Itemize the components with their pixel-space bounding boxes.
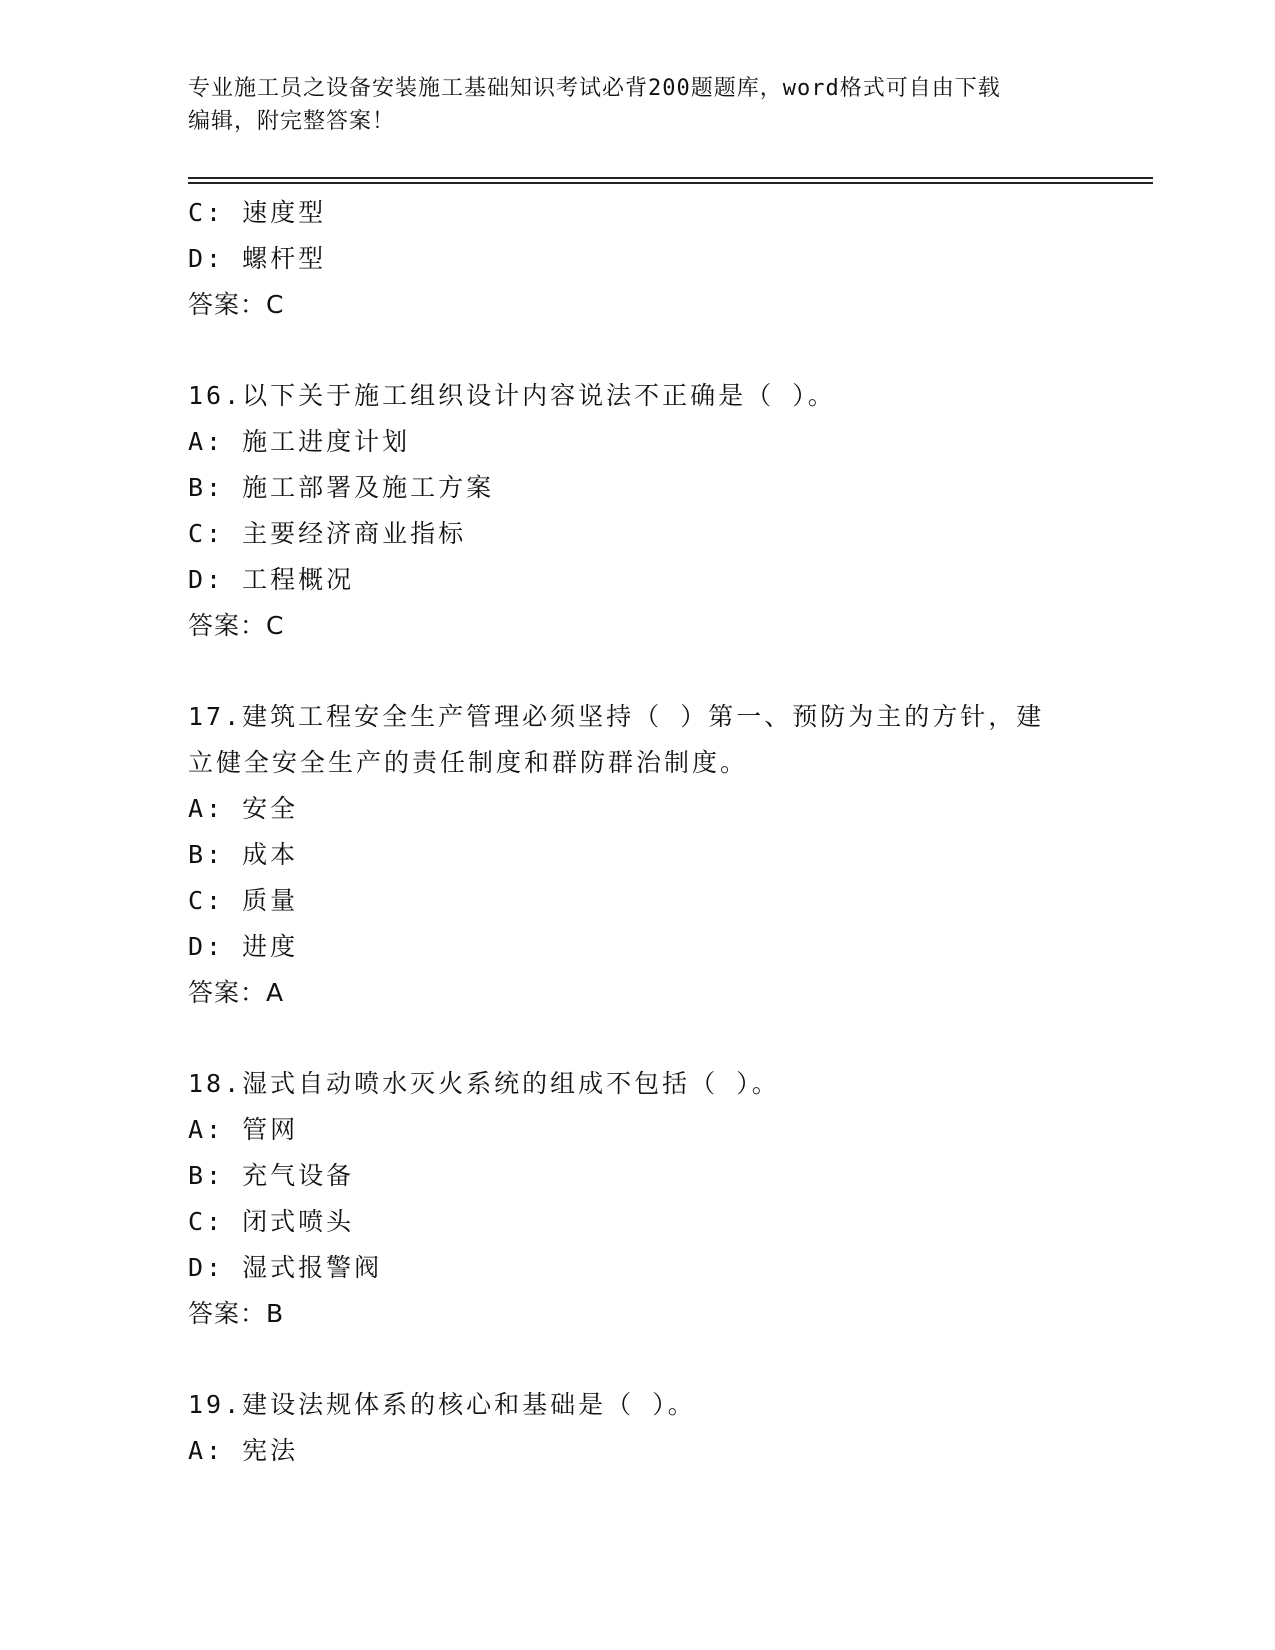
question-text: 16.以下关于施工组织设计内容说法不正确是（ ）。 [188,381,836,410]
answer-line: 答案：C [188,290,285,319]
question-19 [188,1382,1088,1474]
option-c: C: 速度型 [188,198,327,227]
option-c: C: 闭式喷头 [188,1207,355,1236]
question-list [188,190,1088,1474]
question-text: 18.湿式自动喷水灭火系统的组成不包括（ ）。 [188,1069,780,1098]
spacer [188,1016,1088,1061]
answer-line: 答案：B [188,1299,285,1328]
spacer [188,328,1088,373]
option-a: A: 安全 [188,794,299,823]
answer-line: 答案：C [188,611,285,640]
question-16 [188,373,1088,649]
header-divider-bottom [188,182,1153,184]
answer-line: 答案：A [188,978,285,1007]
header-line-1: 专业施工员之设备安装施工基础知识考试必背200题题库，word格式可自由下载 [188,76,1001,101]
document-header [188,72,1088,138]
option-c: C: 质量 [188,886,299,915]
option-c: C: 主要经济商业指标 [188,519,467,548]
spacer [188,1337,1088,1382]
header-line-2: 编辑，附完整答案！ [188,109,396,134]
option-d: D: 进度 [188,932,299,961]
option-d: D: 工程概况 [188,565,355,594]
question-18 [188,1061,1088,1337]
option-a: A: 施工进度计划 [188,427,411,456]
question-text: 19.建设法规体系的核心和基础是（ ）。 [188,1390,696,1419]
option-b: B: 充气设备 [188,1161,355,1190]
question-text-line-2: 立健全安全生产的责任制度和群防群治制度。 [188,748,749,777]
option-d: D: 螺杆型 [188,244,327,273]
option-a: A: 宪法 [188,1436,299,1465]
question-15-tail [188,190,1088,328]
option-a: A: 管网 [188,1115,299,1144]
spacer [188,649,1088,694]
option-b: B: 成本 [188,840,299,869]
question-17 [188,694,1088,1016]
option-d: D: 湿式报警阀 [188,1253,383,1282]
header-divider-top [188,177,1153,179]
option-b: B: 施工部署及施工方案 [188,473,495,502]
question-text-line-1: 17.建筑工程安全生产管理必须坚持（ ）第一、预防为主的方针，建 [188,702,1045,731]
